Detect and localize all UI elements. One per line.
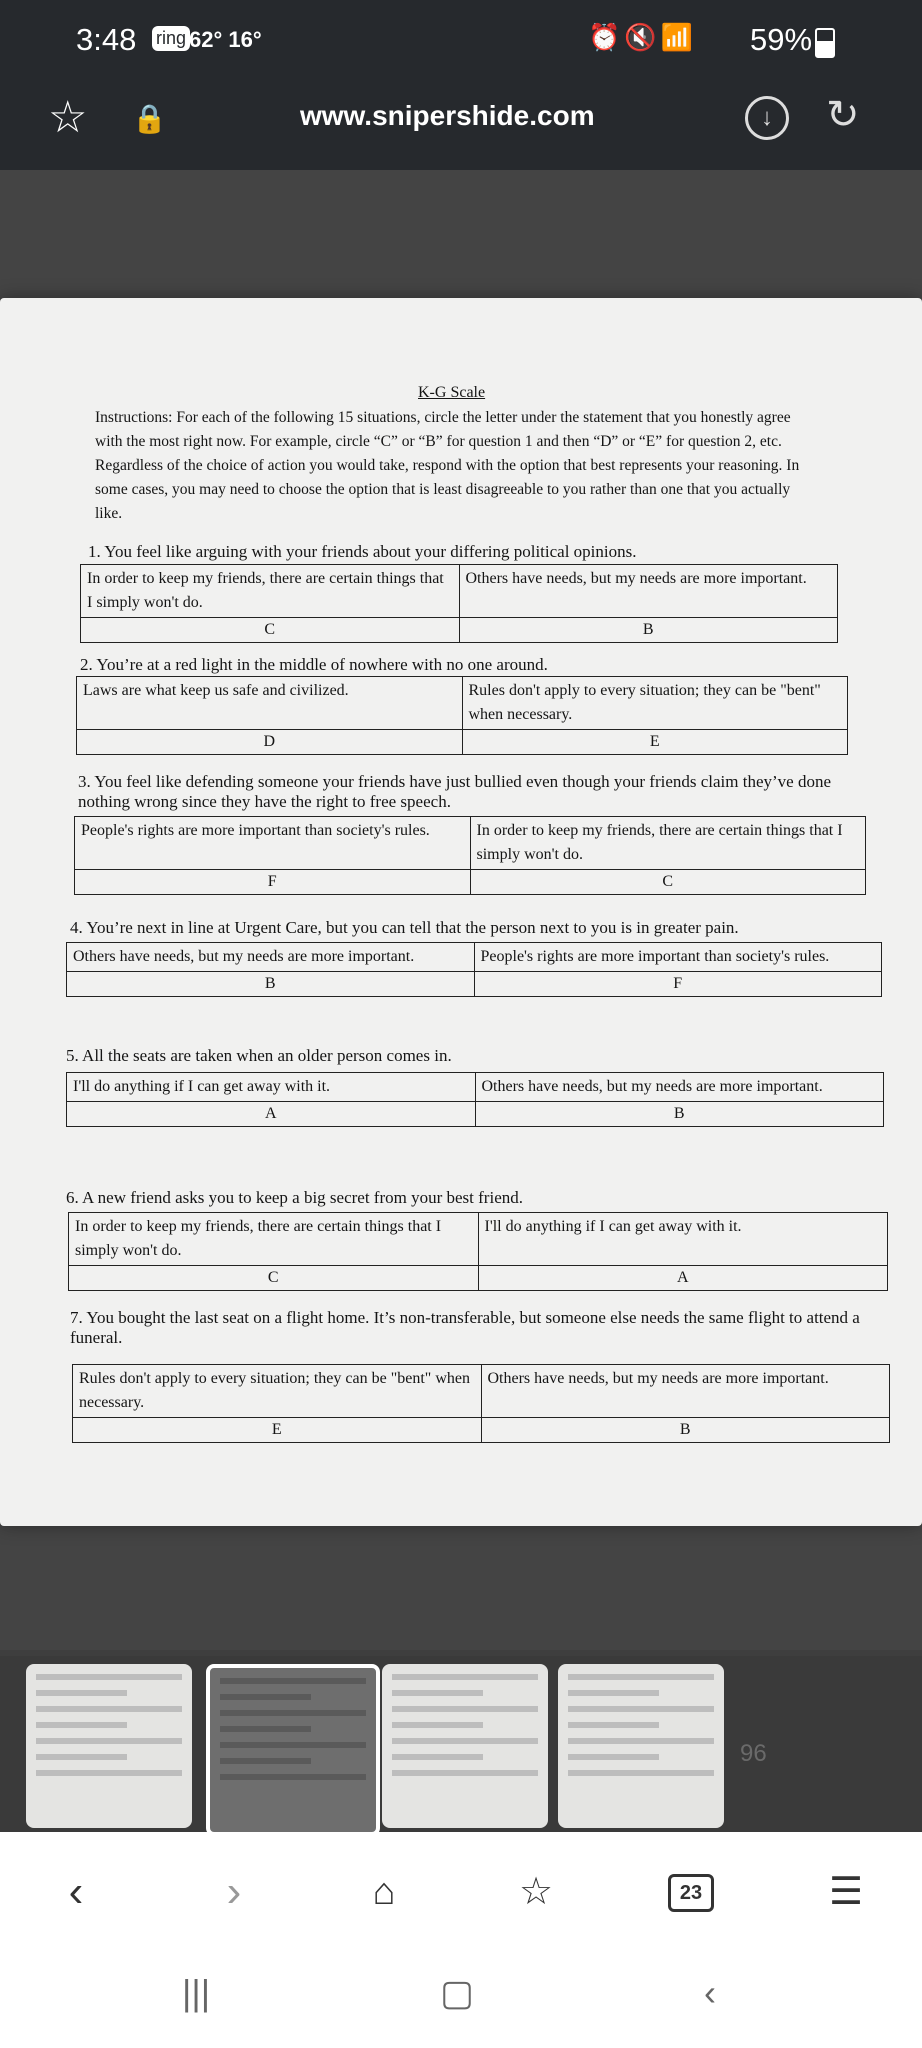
question-3: 3. You feel like defending someone your friends have just bullied even though your friends claim they’ve done nothing wrong since they have the right to free speech. (78, 772, 832, 811)
option-right-text: Others have needs, but my needs are more important. (475, 1073, 884, 1102)
browser-top-bar (0, 0, 922, 170)
lock-icon[interactable]: 🔒 (132, 103, 167, 134)
battery-icon (815, 28, 835, 58)
option-left-text: In order to keep my friends, there are certain things that I simply won't do. (69, 1213, 479, 1266)
option-right-text: People's rights are more important than society's rules. (474, 943, 882, 972)
option-right-text: Rules don't apply to every situation; they can be "bent" when necessary. (462, 677, 848, 730)
url-text[interactable]: www.snipershide.com (300, 100, 595, 131)
option-left-text: Others have needs, but my needs are more important. (67, 943, 475, 972)
question-3-options-table (74, 816, 866, 895)
option-right-letter: E (462, 730, 848, 755)
option-left-text: In order to keep my friends, there are certain things that I simply won't do. (81, 565, 460, 618)
question-4: 4. You’re next in line at Urgent Care, but you can tell that the person next to you is in greater pain. (70, 918, 739, 937)
question-6: 6. A new friend asks you to keep a big secret from your best friend. (66, 1188, 523, 1207)
home-button-icon[interactable]: ▢ (440, 1972, 475, 2013)
status-bar (0, 0, 922, 82)
option-left-text: Rules don't apply to every situation; they can be "bent" when necessary. (73, 1365, 482, 1418)
option-right-letter: C (470, 870, 866, 895)
option-left-text: Laws are what keep us safe and civilized. (77, 677, 463, 730)
option-left-letter: F (75, 870, 471, 895)
option-left-text: I'll do anything if I can get away with it. (67, 1073, 476, 1102)
bookmarks-icon[interactable]: ☆ (518, 1871, 554, 1913)
weather-text: 62° 16° (189, 27, 262, 52)
question-2-options-table (76, 676, 848, 755)
thumbnail-number: 96 (740, 1740, 767, 1767)
option-right-letter: B (459, 618, 838, 643)
document-photo (0, 298, 922, 1526)
option-right-letter: A (478, 1266, 888, 1291)
ring-badge: ring (152, 26, 190, 51)
thumbnail-strip (0, 1656, 922, 1832)
option-left-text: People's rights are more important than society's rules. (75, 817, 471, 870)
option-left-letter: C (81, 618, 460, 643)
thumbnail-4[interactable] (558, 1664, 724, 1828)
question-5-options-table (66, 1072, 884, 1127)
question-7-options-table (72, 1364, 890, 1443)
question-2: 2. You’re at a red light in the middle of nowhere with no one around. (80, 655, 548, 674)
document-instructions: Instructions: For each of the following 15 situations, circle the letter under the statement that you honestly agree with the most right now. For example, circle “C” or “B” for question 1 and then “D” or “E” for question 2, etc. Regardless of the choice of action you would take, respond with the option that best represents your reasoning. In some cases, you may need to choose the option that is least disagreeable to you rather than one that you actually like. (95, 409, 800, 522)
tabs-count-button[interactable]: 23 (668, 1874, 714, 1912)
option-right-text: Others have needs, but my needs are more important. (459, 565, 838, 618)
option-left-letter: B (67, 972, 475, 997)
option-right-text: I'll do anything if I can get away with it. (478, 1213, 888, 1266)
question-1: 1. You feel like arguing with your friends about your differing political opinions. (88, 542, 637, 561)
option-left-letter: A (67, 1102, 476, 1127)
thumbnail-3[interactable] (382, 1664, 548, 1828)
wifi-icon: 📶 (660, 22, 698, 52)
forward-arrow-icon[interactable]: › (226, 1867, 242, 1916)
option-right-letter: B (481, 1418, 890, 1443)
question-6-options-table (68, 1212, 888, 1291)
question-5: 5. All the seats are taken when an older person comes in. (66, 1046, 452, 1065)
battery-percent: 59% (750, 22, 813, 57)
option-right-letter: F (474, 972, 882, 997)
thumbnail-2-selected[interactable] (206, 1664, 380, 1836)
bookmark-star-icon[interactable]: ☆ (48, 93, 88, 142)
question-7: 7. You bought the last seat on a flight home. It’s non-transferable, but someone else needs the same flight to attend a funeral. (70, 1308, 860, 1347)
option-right-text: In order to keep my friends, there are certain things that I simply won't do. (470, 817, 866, 870)
question-4-options-table (66, 942, 882, 997)
question-1-options-table (80, 564, 838, 643)
menu-icon[interactable]: ☰ (828, 1871, 864, 1913)
recent-apps-icon[interactable]: ||| (182, 1972, 211, 2013)
option-left-letter: E (73, 1418, 482, 1443)
thumbnail-1[interactable] (26, 1664, 192, 1828)
mute-icon: 🔇 (624, 22, 661, 52)
bottom-navigation (0, 1832, 922, 2048)
alarm-icon: ⏰ (588, 22, 625, 52)
option-right-text: Others have needs, but my needs are more important. (481, 1365, 890, 1418)
status-time: 3:48 (76, 22, 137, 57)
status-icons (588, 22, 697, 53)
back-arrow-icon[interactable]: ‹ (68, 1867, 84, 1916)
system-back-icon[interactable]: ‹ (704, 1972, 716, 2013)
download-icon[interactable]: ↓ (745, 96, 789, 140)
document-title: K-G Scale (418, 384, 486, 401)
option-left-letter: C (69, 1266, 479, 1291)
reload-icon[interactable]: ↻ (826, 93, 860, 137)
option-left-letter: D (77, 730, 463, 755)
home-icon[interactable]: ⌂ (372, 1871, 396, 1913)
option-right-letter: B (475, 1102, 884, 1127)
